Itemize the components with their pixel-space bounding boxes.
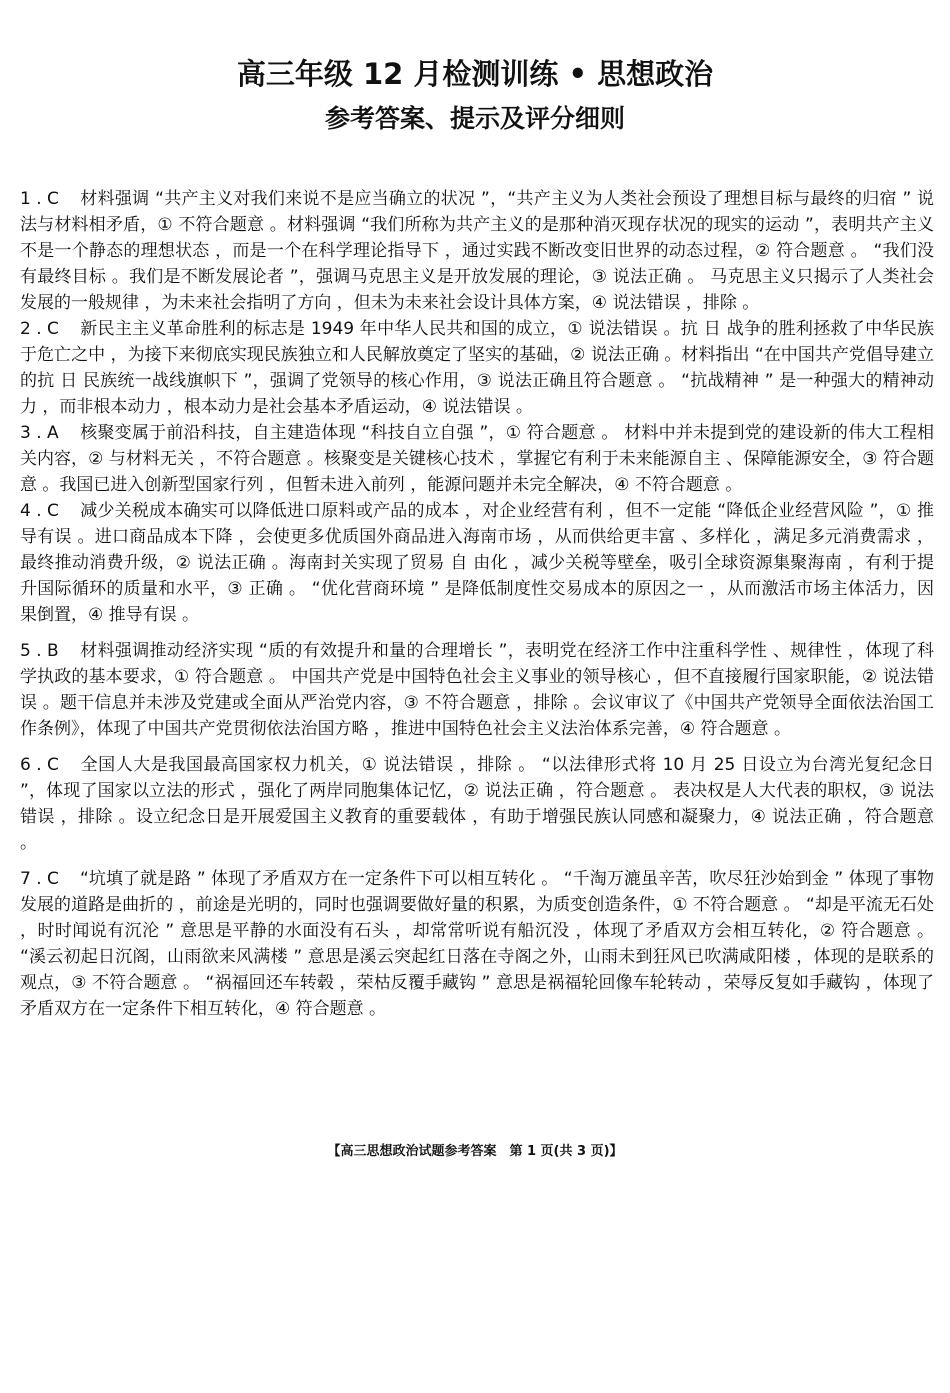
answer-2 xyxy=(20,316,934,420)
answer-text: “坑填了就是路 ” 体现了矛盾双方在一定条件下可以相互转化 。 “千淘万漉虽辛苦，吹尽狂沙始到金 ” 体现了事物发展的道路是曲折的 ，前途是光明的，同时也强调要做好量的积累，为质变创造条件，① 不符合题意 。 “却是平流无石处 ，时时闻说有沉沦 ” 意思是平静的水面没有石头 ，却常常听说有船沉没 ，体现了矛盾双方会相互转化，② 符合题意 。 “溪云初起日沉阁，山雨欲来风满楼 ” 意思是溪云突起红日落在寺阁之外，山雨未到狂风已吹满咸阳楼 ，体现的是联系的观点，③ 不符合题意 。 “祸福回还车转毂 ，荣枯反覆手藏钩 ” 意思是祸福轮回像车轮转动 ，荣辱反复如手藏钩 ，体现了矛盾双方在一定条件下相互转化，④ 符合题意 。 xyxy=(20,869,934,1019)
page-title: 高三年级 12 月检测训练 • 思想政治 xyxy=(236,57,714,91)
answer-number: 6 . C xyxy=(20,755,59,775)
answer-text: 核聚变属于前沿科技，自主建造体现 “科技自立自强 ”，① 符合题意 。 材料中并未提到党的建设新的伟大工程相关内容，② 与材料无关 ，不符合题意 。核聚变是关键核心技术 ，掌握它有利于未来能源自主 、保障能源安全，③ 符合题意 。我国已进入创新型国家行列 ，但暂未进入前列 ，能源问题并未完全解决，④ 不符合题意 。 xyxy=(20,423,934,495)
answer-number: 5 . B xyxy=(20,641,59,661)
answer-6 xyxy=(20,752,934,856)
answer-4 xyxy=(20,498,934,628)
page-subtitle: 参考答案、提示及评分细则 xyxy=(324,104,625,133)
answer-list xyxy=(20,186,934,1022)
answer-text: 减少关税成本确实可以降低进口原料或产品的成本 ，对企业经营有利 ，但不一定能 “降低企业经营风险 ”，① 推导有误 。进口商品成本下降 ，会使更多优质国外商品进入海南市场 ，从而供给更丰富 、多样化 ，满足多元消费需求 ，最终推动消费升级，② 说法正确 。海南封关实现了贸易 自 由化 ，减少关税等壁垒，吸引全球资源集聚海南 ，有利于提升国际循环的质量和水平，③ 正确 。 “优化营商环境 ” 是降低制度性交易成本的原因之一 ，从而激活市场主体活力，因果倒置，④ 推导有误 。 xyxy=(20,501,934,625)
answer-text: 全国人大是我国最高国家权力机关，① 说法错误 ，排除 。 “以法律形式将 10 月 25 日设立为台湾光复纪念日 ”，体现了国家以立法的形式 ，强化了两岸同胞集体记忆，② 说法正确 ，符合题意 。 表决权是人大代表的职权，③ 说法错误 ，排除 。设立纪念日是开展爱国主义教育的重要载体 ，有助于增强民族认同感和凝聚力，④ 说法正确 ，符合题意 。 xyxy=(20,755,934,853)
answer-number: 3 . A xyxy=(20,423,59,443)
answer-number: 2 . C xyxy=(20,319,59,339)
answer-number: 4 . C xyxy=(20,501,59,521)
answer-number: 7 . C xyxy=(20,869,59,889)
answer-1 xyxy=(20,186,934,316)
answer-number: 1 . C xyxy=(20,189,59,209)
answer-7 xyxy=(20,866,934,1022)
answer-text: 新民主主义革命胜利的标志是 1949 年中华人民共和国的成立，① 说法错误 。抗 日 战争的胜利拯救了中华民族于危亡之中 ，为接下来彻底实现民族独立和人民解放奠定了坚实的基础，② 说法正确 。材料指出 “在中国共产党倡导建立的抗 日 民族统一战线旗帜下 ”，强调了党领导的核心作用，③ 说法正确且符合题意 。 “抗战精神 ” 是一种强大的精神动力 ，而非根本动力 ，根本动力是社会基本矛盾运动，④ 说法错误 。 xyxy=(20,319,934,417)
answer-text: 材料强调 “共产主义对我们来说不是应当确立的状况 ”，“共产主义为人类社会预设了理想目标与最终的归宿 ” 说法与材料相矛盾，① 不符合题意 。材料强调 “我们所称为共产主义的是那种消灭现存状况的现实的运动 ”，表明共产主义不是一个静态的理想状态 ，而是一个在科学理论指导下 ，通过实践不断改变旧世界的动态过程，② 符合题意 。 “我们没有最终目标 。我们是不断发展论者 ”，强调马克思主义是开放发展的理论，③ 说法正确 。 马克思主义只揭示了人类社会发展的一般规律 ，为未来社会指明了方向 ，但未为未来社会设计具体方案，④ 说法错误 ，排除 。 xyxy=(20,189,934,313)
answer-3 xyxy=(20,420,934,498)
page-footer: 【高三思想政治试题参考答案 第 1 页(共 3 页)】 xyxy=(327,1144,623,1159)
answer-text: 材料强调推动经济实现 “质的有效提升和量的合理增长 ”，表明党在经济工作中注重科学性 、规律性 ，体现了科学执政的基本要求，① 符合题意 。 中国共产党是中国特色社会主义事业的领导核心 ，但不直接履行国家职能，② 说法错误 。题干信息并未涉及党建或全面从严治党内容，③ 不符合题意 ，排除 。会议审议了《中国共产党领导全面依法治国工作条例》，体现了中国共产党贯彻依法治国方略 ，推进中国特色社会主义法治体系完善，④ 符合题意 。 xyxy=(20,641,934,739)
answer-5 xyxy=(20,638,934,742)
